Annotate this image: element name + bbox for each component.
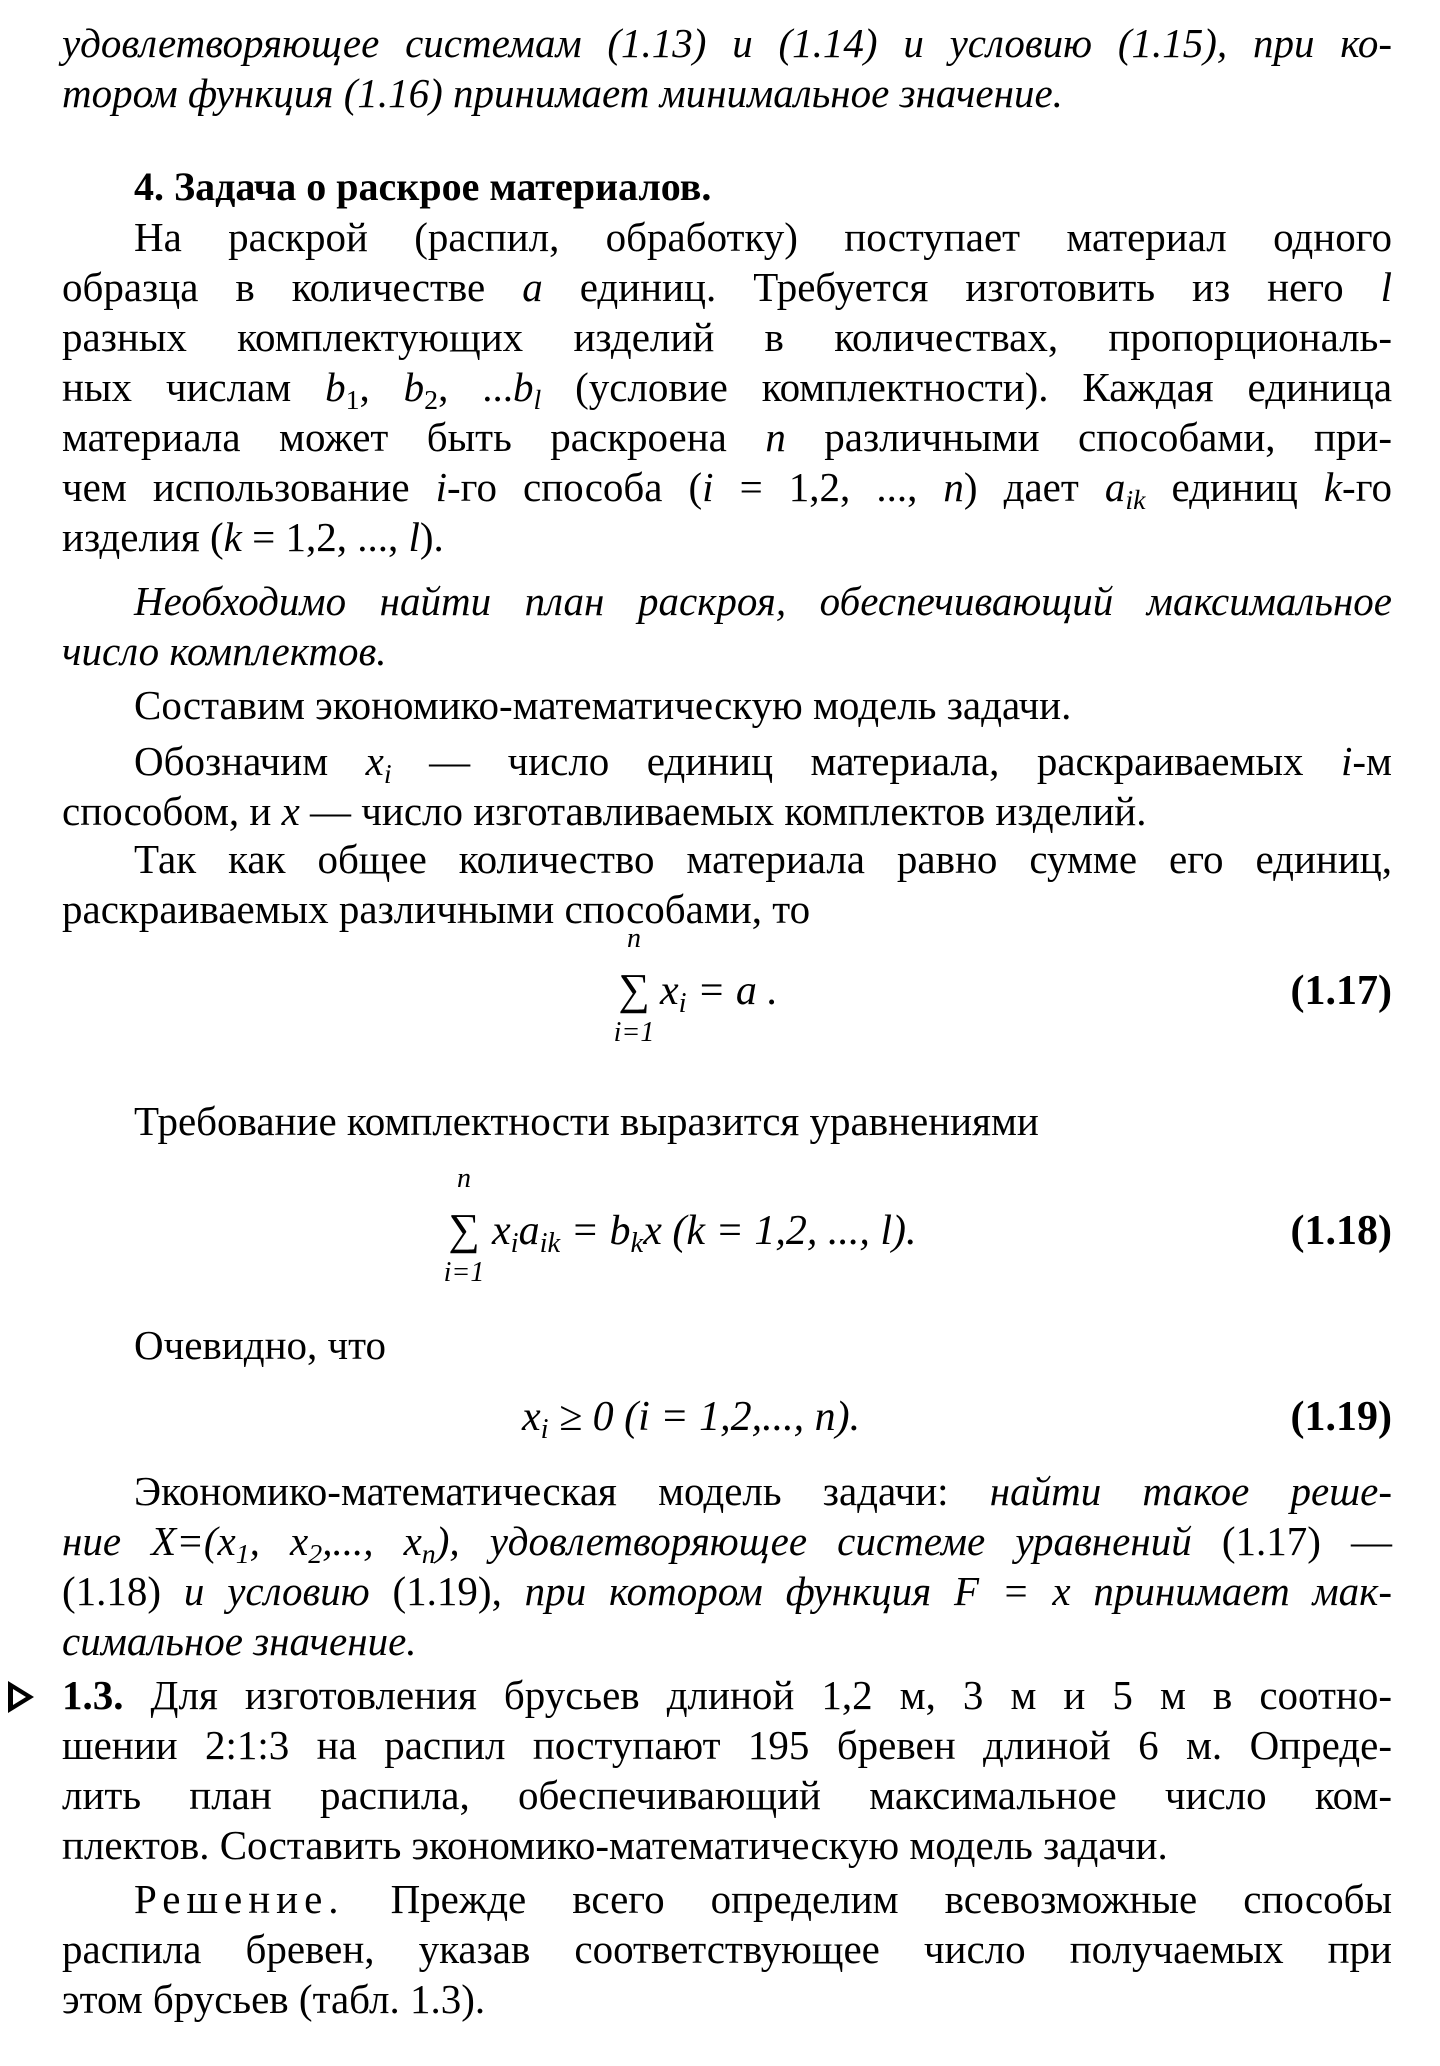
sum-paragraph [62,834,1392,934]
formula-body: $x_i = a$ . [660,968,778,1019]
solution-line-2: распила бревен, указав соответствующее число получаемых при [62,1926,1392,1972]
p1-line-2: образца в количестве a единиц. Требуется изготовить из него l [62,264,1392,310]
completeness-paragraph: Требование комплектности выразится уравнениями [134,1098,1039,1144]
p1-line-3: разных комплектующих изделий в количествах, пропорциональ- [62,314,1392,360]
sum-symbol: n ∑ i=1 [613,923,655,1048]
formula-body: $x_i \ge 0$ (i = 1,2,..., n). [522,1394,861,1445]
goal-paragraph [62,576,1392,676]
p1-line-6: чем использование i-го способа (i = 1,2, ..., n) дает $a_{ik}$ единиц k-го [62,464,1392,516]
formula-number: (1.17) [1290,968,1392,1014]
formula-number: (1.18) [1290,1208,1392,1254]
problem-line-3: лить план распила, обеспечивающий максимальное число ком- [62,1772,1392,1818]
intro-paragraph [62,18,1392,118]
p5-line-1: Так как общее количество материала равно сумме его единиц, [134,836,1392,882]
section-heading: 4. Задача о раскрое материалов. [134,164,712,209]
problem-line-2: шении 2:1:3 на распил поступают 195 бревен длиной 6 м. Опреде- [62,1722,1392,1768]
model-intro-paragraph: Составим экономико-математическую модель задачи. [134,682,1072,728]
formula-1-18 [0,1163,1440,1328]
problem-marker-triangle-icon [8,1681,34,1713]
solution-line-3: этом брусьев (табл. 1.3). [62,1976,486,2022]
model-summary-paragraph [62,1466,1392,1666]
solution-line-1: Решение. Прежде всего определим всевозможные способы [134,1876,1392,1922]
problem-line-1: 1.3. Для изготовления брусьев длиной 1,2 м, 3 м и 5 м в соотно- [62,1672,1392,1718]
intro-line-2: тором функция (1.16) принимает минимальное значение. [62,70,1063,116]
p4-line-2: способом, и x — число изготавливаемых комплектов изделий. [62,788,1147,834]
p1-line-4: ных числам $b_1$, $b_2$, $...b_l$ (условие комплектности). Каждая единица [62,364,1393,416]
intro-line-1: удовлетворяющее системам (1.13) и (1.14) и условию (1.15), при ко- [62,20,1392,66]
problem-statement-paragraph [62,212,1392,562]
p8-line-3: (1.18) и условию (1.19), при котором функция F = x принимает мак- [62,1568,1392,1614]
p1-line-1: На раскрой (распил, обработку) поступает материал одного [134,214,1392,260]
p8-line-2: ние $X=(x_1$, $x_2$,..., $x_n$), удовлетворяющее системе уравнений (1.17) — [62,1518,1392,1570]
p4-line-1: Обозначим $x_i$ — число единиц материала, раскраиваемых i-м [134,738,1392,790]
p8-line-1: Экономико-математическая модель задачи: найти такое реше- [134,1468,1393,1514]
p2-line-1: Необходимо найти план раскроя, обеспечивающий максимальное [134,578,1392,624]
p2-line-2: число комплектов. [62,628,387,674]
p1-line-7: изделия (k = 1,2, ..., l). [62,514,444,560]
problem-line-4: плектов. Составить экономико-математическую модель задачи. [62,1822,1168,1868]
formula-number: (1.19) [1290,1394,1392,1440]
p8-line-4: симальное значение. [62,1618,417,1664]
formula-1-17 [0,923,1440,1088]
sum-symbol: n ∑ i=1 [443,1163,485,1288]
p5-line-2: раскраиваемых различными способами, то [62,886,811,932]
formula-body: $x_ia_{ik} = b_kx$ (k = 1,2, ..., l). [492,1208,917,1259]
problem-1-3-paragraph [62,1670,1392,1870]
p1-line-5: материала может быть раскроена n различными способами, при- [62,414,1392,460]
solution-paragraph [62,1874,1392,2024]
obvious-paragraph: Очевидно, что [134,1322,387,1368]
notation-paragraph [62,736,1392,836]
